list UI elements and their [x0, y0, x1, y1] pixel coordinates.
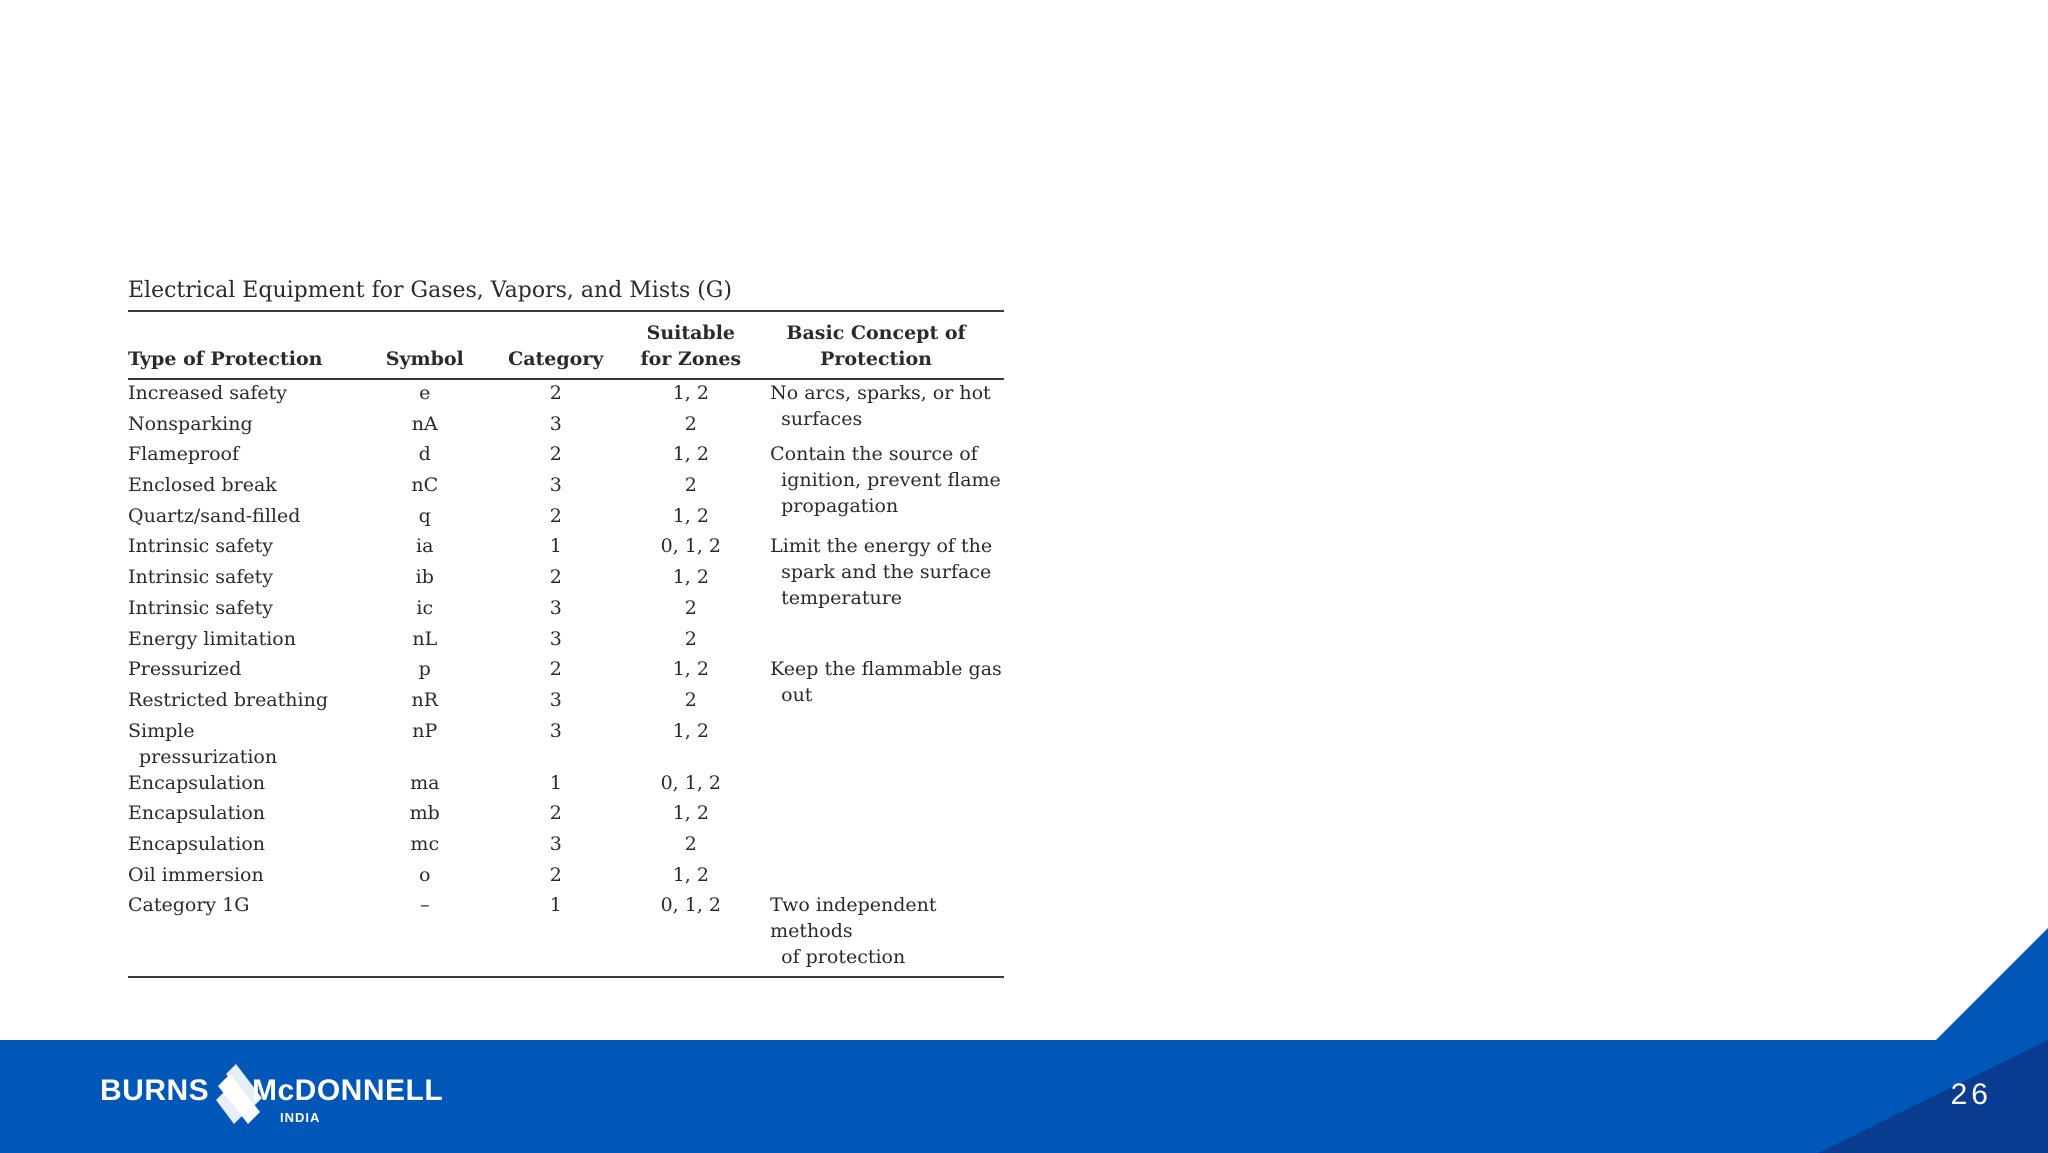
type-label: Pressurized [128, 658, 242, 681]
cell-zones: 2 [684, 412, 697, 435]
logo-text-mcdonnell: McDONNELL [252, 1074, 444, 1107]
cell-zones: 1, 2 [672, 443, 709, 466]
cell-type-of-protection [128, 533, 372, 564]
cell-zones: 1, 2 [672, 802, 709, 825]
protection-table-container [128, 274, 1004, 978]
type-label: Nonsparking [128, 412, 253, 435]
header-concept-line2: Protection [820, 348, 932, 370]
concept-line: temperature [781, 587, 903, 610]
type-label: Flameproof [128, 443, 240, 466]
cell-type-of-protection [128, 411, 372, 442]
cell-category: 3 [549, 832, 562, 855]
cell-zones: 0, 1, 2 [634, 892, 749, 977]
type-label: Enclosed break [128, 474, 277, 497]
type-label: Encapsulation [128, 802, 266, 825]
cell-type-of-protection [128, 831, 372, 862]
cell-category: 2 [549, 566, 562, 589]
cell-basic-concept [748, 656, 1004, 892]
cell-symbol: ib [415, 566, 434, 589]
cell-category: 3 [549, 627, 562, 650]
cell-type-of-protection [128, 892, 372, 977]
type-label: Intrinsic safety [128, 535, 274, 558]
concept-line: Two independent methods [770, 894, 937, 943]
cell-zones: 2 [684, 832, 697, 855]
header-basic-concept [748, 312, 1004, 379]
concept-line: No arcs, sparks, or hot [770, 382, 991, 404]
cell-symbol: ma [410, 771, 440, 794]
logo-text-burns: BURNS [100, 1074, 210, 1107]
concept-line: out [781, 684, 813, 707]
cell-category: 2 [549, 863, 562, 886]
header-zones-line1: Suitable [646, 322, 736, 344]
cell-zones: 1, 2 [672, 719, 709, 742]
concept-line: Keep the flammable gas [770, 658, 1002, 681]
header-type-of-protection: Type of Protection [128, 312, 372, 379]
cell-type-of-protection [128, 687, 372, 718]
cell-zones: 1, 2 [672, 658, 709, 681]
cell-type-of-protection [128, 595, 372, 626]
type-label: Quartz/sand-filled [128, 504, 301, 527]
cell-category: 3 [549, 596, 562, 619]
type-label: Simple [128, 719, 195, 742]
cell-symbol: nC [411, 474, 439, 497]
cell-zones: 0, 1, 2 [660, 771, 722, 794]
cell-category: 3 [549, 474, 562, 497]
cell-category: 2 [549, 382, 562, 404]
cell-basic-concept [748, 892, 1004, 977]
cell-type-of-protection [128, 472, 372, 503]
header-zones-line2: for Zones [640, 348, 742, 370]
type-label: Intrinsic safety [128, 566, 274, 589]
cell-symbol: mb [409, 802, 440, 825]
type-label: Increased safety [128, 382, 287, 404]
table-caption: Electrical Equipment for Gases, Vapors, and Mists (G) [128, 274, 1004, 312]
page-number: 26 [1950, 1078, 1992, 1111]
cell-zones: 1, 2 [672, 504, 709, 527]
cell-symbol: e [419, 382, 431, 404]
concept-line: propagation [781, 495, 899, 518]
cell-zones: 2 [684, 596, 697, 619]
cell-symbol: – [372, 892, 478, 977]
type-label: Oil immersion [128, 863, 264, 886]
cell-symbol: nA [411, 412, 438, 435]
footer-dark-triangle [1818, 1040, 2048, 1153]
cell-basic-concept [748, 441, 1004, 533]
cell-type-of-protection [128, 503, 372, 534]
cell-type-of-protection [128, 656, 372, 687]
type-label: Category 1G [128, 894, 250, 917]
cell-zones: 2 [684, 474, 697, 497]
cell-symbol: d [418, 443, 431, 466]
cell-type-of-protection [128, 441, 372, 472]
header-category: Category [478, 312, 634, 379]
cell-category: 1 [549, 771, 562, 794]
table-row [128, 656, 1004, 687]
cell-type-of-protection [128, 564, 372, 595]
cell-symbol: nP [412, 719, 438, 742]
cell-basic-concept [748, 379, 1004, 441]
corner-accent-triangle [1936, 928, 2048, 1040]
cell-symbol: p [418, 658, 431, 681]
table-row [128, 441, 1004, 472]
cell-symbol: ic [416, 596, 434, 619]
logo-text-india: INDIA [280, 1110, 321, 1125]
type-label: Restricted breathing [128, 688, 328, 711]
table-row [128, 379, 1004, 411]
concept-line: Contain the source of [770, 443, 978, 466]
cell-category: 2 [549, 802, 562, 825]
table-header-row [128, 312, 1004, 379]
cell-category: 3 [549, 412, 562, 435]
cell-zones: 0, 1, 2 [660, 535, 722, 558]
cell-category: 3 [549, 719, 562, 742]
cell-type-of-protection [128, 379, 372, 411]
cell-type-of-protection [128, 862, 372, 893]
cell-category: 2 [549, 658, 562, 681]
cell-type-of-protection [128, 800, 372, 831]
type-label: Encapsulation [128, 771, 266, 794]
cell-type-of-protection [128, 770, 372, 801]
cell-type-of-protection [128, 718, 372, 770]
header-suitable-zones [634, 312, 749, 379]
type-label: Energy limitation [128, 627, 296, 650]
protection-table [128, 312, 1004, 978]
cell-basic-concept [748, 533, 1004, 656]
cell-symbol: mc [410, 832, 440, 855]
header-concept-line1: Basic Concept of [786, 322, 966, 344]
cell-type-of-protection [128, 626, 372, 657]
cell-zones: 1, 2 [672, 566, 709, 589]
cell-zones: 1, 2 [672, 382, 709, 404]
cell-category: 2 [549, 504, 562, 527]
concept-line: Limit the energy of the [770, 535, 993, 558]
type-label-continuation: pressurization [139, 745, 278, 768]
concept-line: of protection [781, 946, 906, 969]
cell-symbol: o [419, 863, 431, 886]
cell-category: 3 [549, 688, 562, 711]
table-row [128, 533, 1004, 564]
cell-symbol: nR [411, 688, 439, 711]
cell-symbol: q [418, 504, 431, 527]
concept-line: surfaces [781, 408, 863, 430]
cell-symbol: ia [416, 535, 434, 558]
cell-zones: 2 [684, 627, 697, 650]
cell-zones: 2 [684, 688, 697, 711]
type-label: Intrinsic safety [128, 596, 274, 619]
cell-category: 2 [549, 443, 562, 466]
concept-line: spark and the surface [781, 561, 992, 584]
cell-symbol: nL [412, 627, 438, 650]
cell-category: 1 [478, 892, 634, 977]
header-symbol: Symbol [372, 312, 478, 379]
table-row [128, 892, 1004, 977]
concept-line: ignition, prevent flame [781, 469, 1001, 492]
cell-category: 1 [549, 535, 562, 558]
type-label: Encapsulation [128, 832, 266, 855]
cell-zones: 1, 2 [672, 863, 709, 886]
table-body [128, 379, 1004, 977]
